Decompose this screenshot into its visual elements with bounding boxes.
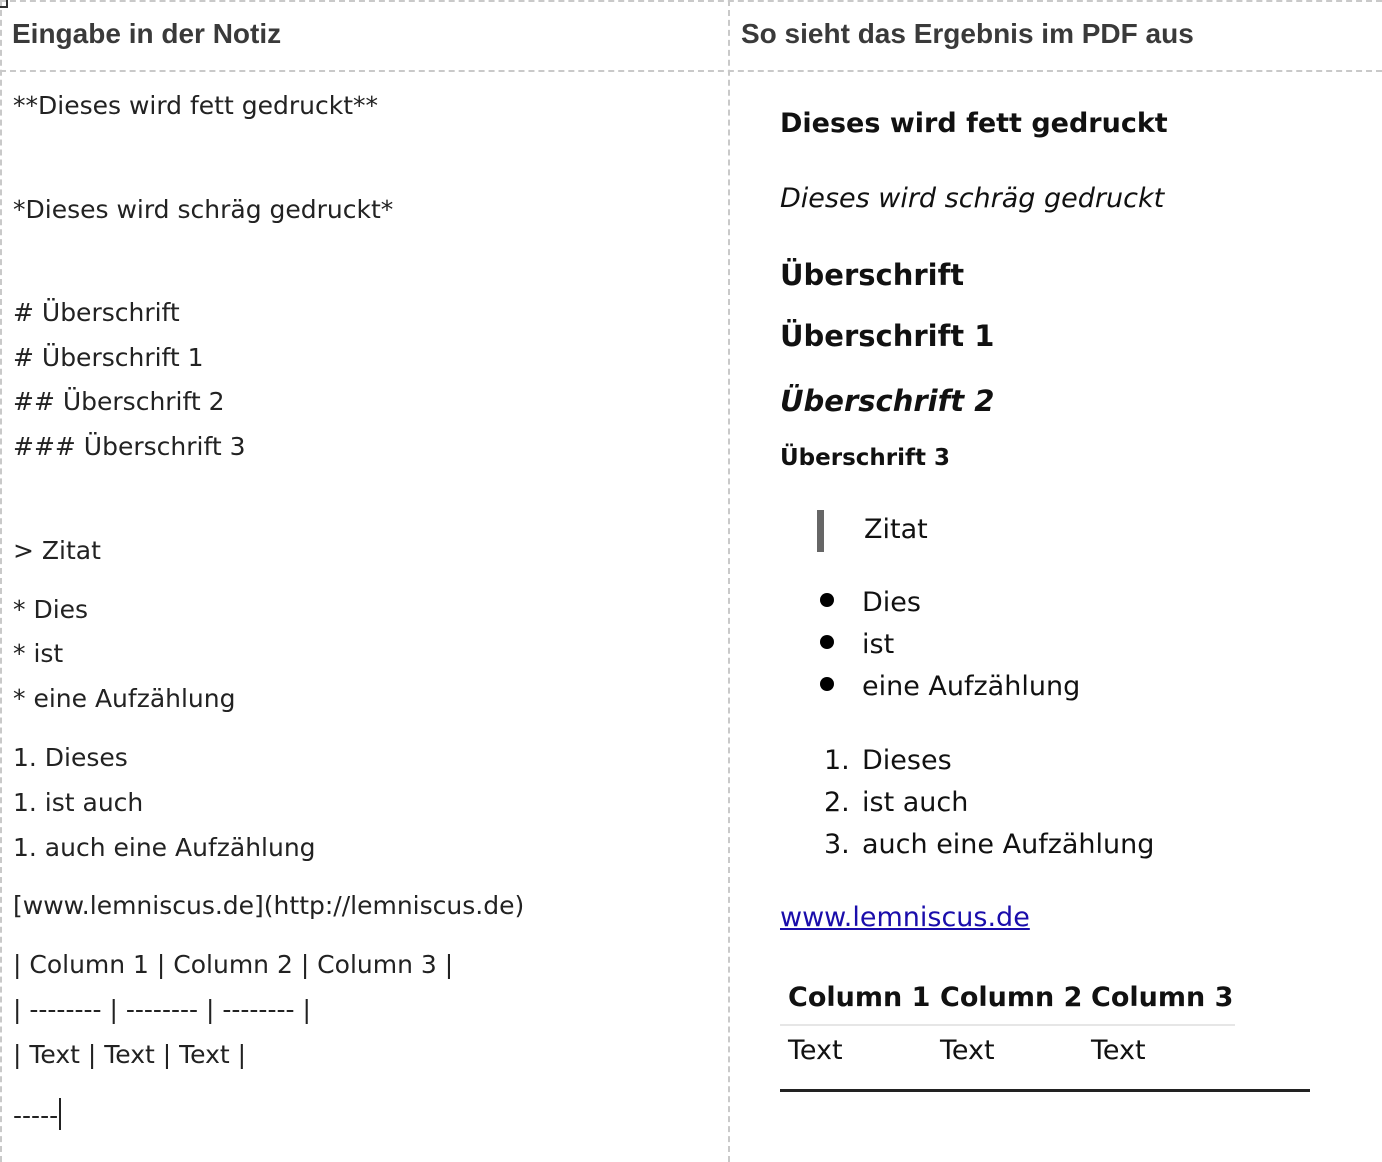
- src-table-line: | Text | Text | Text |: [13, 1040, 247, 1069]
- column-divider: [728, 0, 730, 1162]
- out-ol-number: 2.: [824, 787, 850, 818]
- corner-mark-icon: [0, 0, 8, 8]
- out-table-header: Column 1: [788, 982, 931, 1013]
- out-ol-item: ist auch: [862, 787, 969, 818]
- bullet-icon: [820, 635, 834, 649]
- out-table-cell: Text: [788, 1035, 843, 1066]
- header-divider: [0, 70, 1382, 72]
- src-hr-line: [13, 1098, 61, 1130]
- header-output-column: So sieht das Ergebnis im PDF aus: [741, 18, 1194, 49]
- src-ul-line: * Dies: [13, 595, 89, 624]
- src-table-line: | -------- | -------- | -------- |: [13, 995, 311, 1024]
- src-link-line: [www.lemniscus.de](http://lemniscus.de): [13, 891, 525, 920]
- out-ul-item: Dies: [862, 587, 921, 618]
- text-caret: [59, 1098, 61, 1130]
- src-heading3-line: ### Überschrift 3: [13, 432, 246, 461]
- table-top-border: [0, 0, 1382, 2]
- src-ol-line: 1. Dieses: [13, 743, 128, 772]
- out-ul-item: ist: [862, 629, 895, 660]
- src-ol-line: 1. auch eine Aufzählung: [13, 833, 316, 862]
- blockquote-bar: [817, 510, 824, 552]
- bullet-icon: [820, 677, 834, 691]
- src-table-line: | Column 1 | Column 2 | Column 3 |: [13, 950, 454, 979]
- src-heading2-line: ## Überschrift 2: [13, 387, 225, 416]
- src-ol-line: 1. ist auch: [13, 788, 144, 817]
- out-horizontal-rule: [780, 1089, 1310, 1092]
- src-hr-text: -----: [13, 1101, 59, 1130]
- out-table-header-rule: [780, 1024, 1235, 1026]
- src-heading-line: # Überschrift: [13, 298, 180, 327]
- bullet-icon: [820, 593, 834, 607]
- header-input-column: Eingabe in der Notiz: [12, 18, 282, 49]
- out-ol-number: 1.: [824, 745, 850, 776]
- out-ul-item: eine Aufzählung: [862, 671, 1081, 702]
- out-ol-item: auch eine Aufzählung: [862, 829, 1155, 860]
- out-bold-text: Dieses wird fett gedruckt: [780, 108, 1168, 139]
- out-italic-text: Dieses wird schräg gedruckt: [780, 183, 1165, 214]
- out-table-header: Column 2: [940, 982, 1083, 1013]
- src-ul-line: * ist: [13, 639, 64, 668]
- out-heading2: Überschrift 2: [780, 384, 995, 418]
- out-quote-text: Zitat: [864, 514, 928, 545]
- out-link[interactable]: www.lemniscus.de: [780, 902, 1030, 933]
- src-ul-line: * eine Aufzählung: [13, 684, 236, 713]
- out-ol-number: 3.: [824, 829, 850, 860]
- src-italic-line: *Dieses wird schräg gedruckt*: [13, 195, 394, 224]
- out-table-cell: Text: [1091, 1035, 1146, 1066]
- out-table-cell: Text: [940, 1035, 995, 1066]
- out-ol-item: Dieses: [862, 745, 952, 776]
- out-heading1: Überschrift 1: [780, 319, 995, 353]
- table-left-border: [0, 0, 2, 1162]
- out-heading3: Überschrift 3: [780, 445, 951, 471]
- src-bold-line: **Dieses wird fett gedruckt**: [13, 91, 379, 120]
- src-quote-line: > Zitat: [13, 536, 101, 565]
- out-heading: Überschrift: [780, 258, 965, 292]
- src-heading1-line: # Überschrift 1: [13, 343, 204, 372]
- out-table-header: Column 3: [1091, 982, 1234, 1013]
